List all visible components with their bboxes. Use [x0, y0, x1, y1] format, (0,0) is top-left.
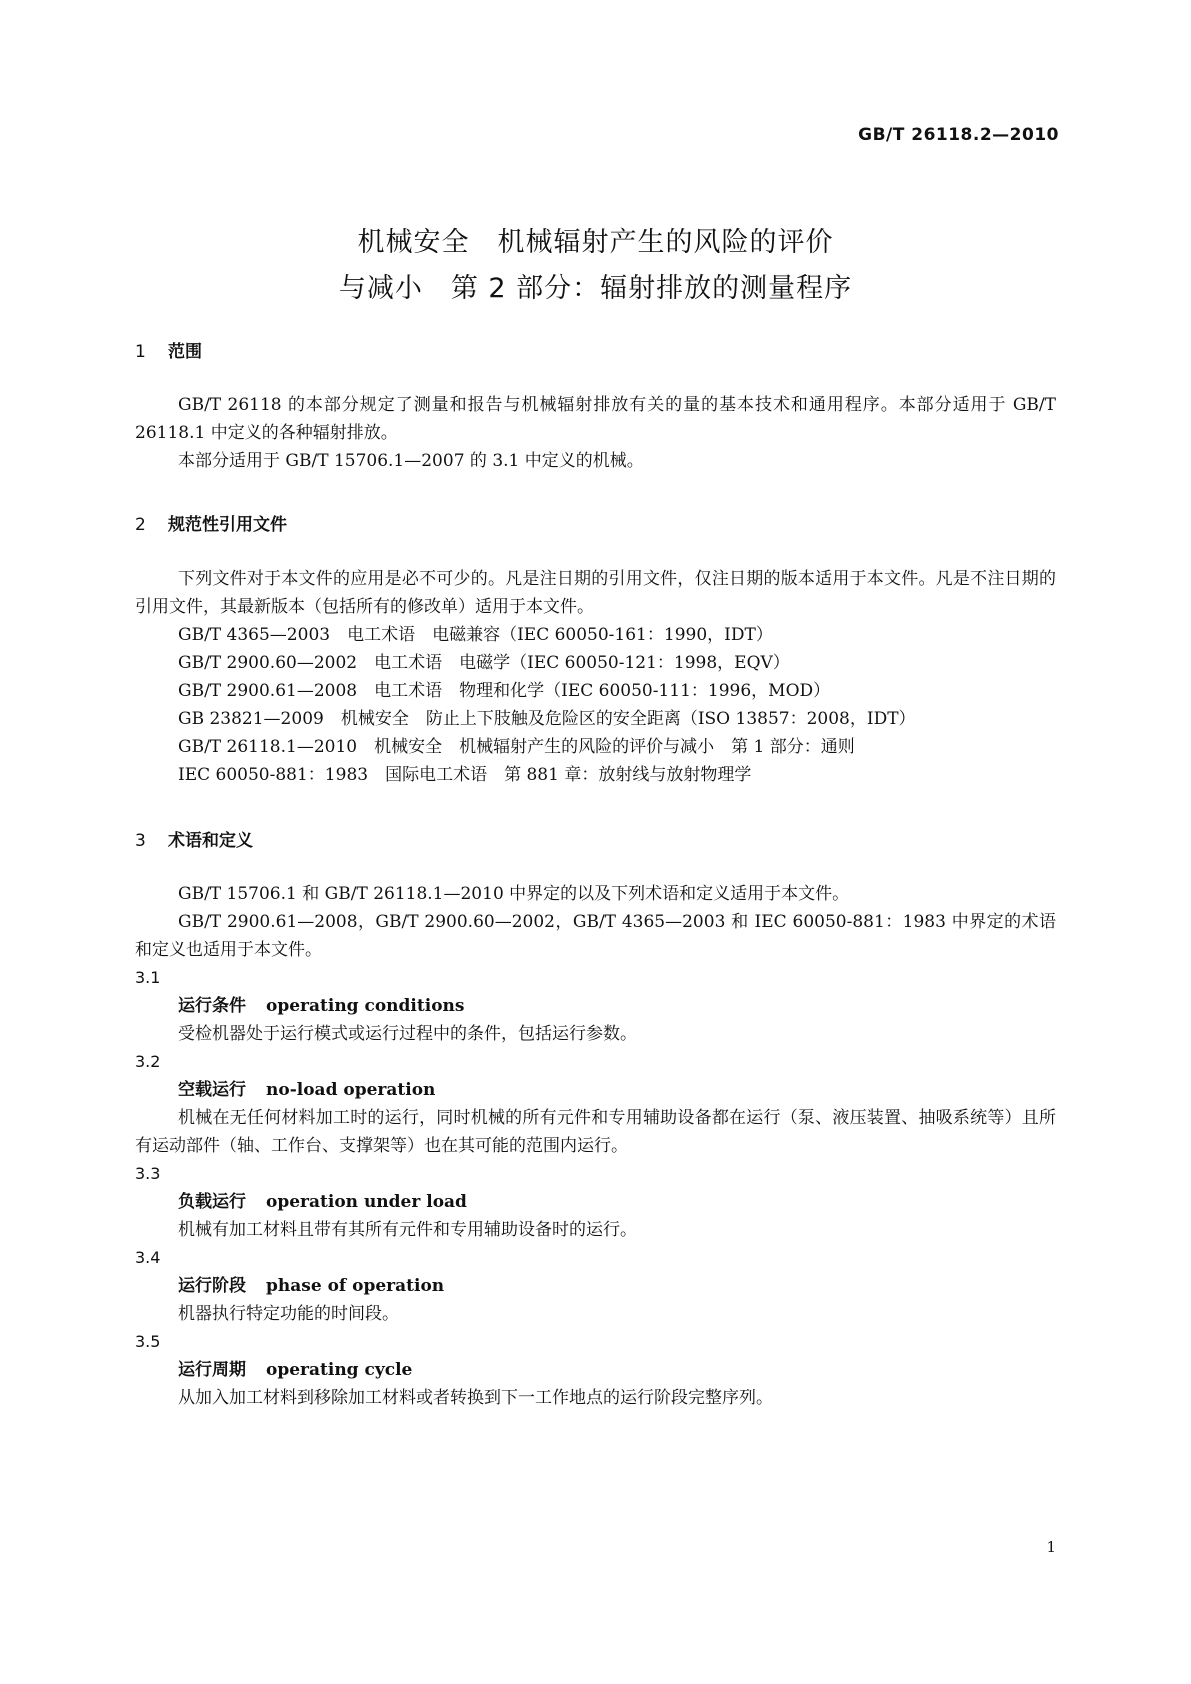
section-title: 术语和定义: [168, 831, 253, 851]
term-en: operating conditions: [266, 996, 465, 1016]
term-definition: 机械在无任何材料加工时的运行，同时机械的所有元件和专用辅助设备都在运行（泵、液压装置、抽吸系统等）且所有运动部件（轴、工作台、支撑架等）也在其可能的范围内运行。: [135, 1108, 1056, 1156]
term-en: operating cycle: [266, 1360, 413, 1380]
document-title: [0, 220, 1191, 312]
term-title: [135, 1272, 1056, 1300]
title-line-1: 机械安全 机械辐射产生的风险的评价: [357, 227, 834, 258]
term-definition: 机械有加工材料且带有其所有元件和专用辅助设备时的运行。: [178, 1220, 637, 1240]
term-zh: 运行条件: [178, 996, 246, 1016]
page-number: 1: [1046, 1538, 1056, 1556]
section-1-body: [135, 391, 1056, 475]
section-number: 3: [135, 831, 146, 851]
term-number: 3.5: [135, 1332, 161, 1351]
paragraph: GB/T 15706.1 和 GB/T 26118.1—2010 中界定的以及下列术语和定义适用于本文件。: [178, 884, 850, 904]
section-1-heading: [135, 337, 202, 362]
term-title: [135, 992, 1056, 1020]
title-line-2: 与减小 第 2 部分：辐射排放的测量程序: [338, 273, 853, 304]
section-title: 范围: [168, 342, 202, 362]
term-number: 3.2: [135, 1052, 161, 1071]
paragraph: GB/T 26118 的本部分规定了测量和报告与机械辐射排放有关的量的基本技术和通用程序。本部分适用于 GB/T 26118.1 中定义的各种辐射排放。: [135, 395, 1056, 443]
term-title: [135, 1076, 1056, 1104]
section-3-heading: [135, 826, 253, 851]
section-3-body: [135, 880, 1056, 1412]
section-number: 1: [135, 342, 146, 362]
term-zh: 运行阶段: [178, 1276, 246, 1296]
section-2-body: [135, 565, 1056, 789]
standard-code: GB/T 26118.2—2010: [858, 125, 1059, 145]
term-zh: 空载运行: [178, 1080, 246, 1100]
reference-item: GB 23821—2009 机械安全 防止上下肢触及危险区的安全距离（ISO 13857：2008，IDT）: [178, 709, 916, 729]
section-title: 规范性引用文件: [168, 515, 287, 535]
term-zh: 负载运行: [178, 1192, 246, 1212]
term-en: phase of operation: [266, 1276, 445, 1296]
term-definition: 机器执行特定功能的时间段。: [178, 1304, 399, 1324]
reference-item: GB/T 26118.1—2010 机械安全 机械辐射产生的风险的评价与减小 第 1 部分：通则: [178, 737, 855, 757]
term-definition: 从加入加工材料到移除加工材料或者转换到下一工作地点的运行阶段完整序列。: [178, 1388, 773, 1408]
reference-item: GB/T 2900.60—2002 电工术语 电磁学（IEC 60050-121：1998，EQV）: [178, 653, 790, 673]
term-number: 3.1: [135, 968, 161, 987]
term-zh: 运行周期: [178, 1360, 246, 1380]
paragraph: GB/T 2900.61—2008，GB/T 2900.60—2002，GB/T 4365—2003 和 IEC 60050-881：1983 中界定的术语和定义也适用于本文件。: [135, 912, 1056, 960]
term-title: [135, 1356, 1056, 1384]
term-number: 3.4: [135, 1248, 161, 1267]
term-number: 3.3: [135, 1164, 161, 1183]
reference-item: GB/T 2900.61—2008 电工术语 物理和化学（IEC 60050-111：1996，MOD）: [178, 681, 831, 701]
reference-item: IEC 60050-881：1983 国际电工术语 第 881 章：放射线与放射物理学: [178, 765, 752, 785]
reference-item: GB/T 4365—2003 电工术语 电磁兼容（IEC 60050-161：1990，IDT）: [178, 625, 773, 645]
paragraph: 本部分适用于 GB/T 15706.1—2007 的 3.1 中定义的机械。: [178, 451, 644, 471]
section-number: 2: [135, 515, 146, 535]
term-en: no-load operation: [266, 1080, 436, 1100]
term-title: [135, 1188, 1056, 1216]
section-2-heading: [135, 510, 287, 535]
term-en: operation under load: [266, 1192, 467, 1212]
paragraph: 下列文件对于本文件的应用是必不可少的。凡是注日期的引用文件，仅注日期的版本适用于本文件。凡是不注日期的引用文件，其最新版本（包括所有的修改单）适用于本文件。: [135, 569, 1056, 617]
term-definition: 受检机器处于运行模式或运行过程中的条件，包括运行参数。: [178, 1024, 637, 1044]
